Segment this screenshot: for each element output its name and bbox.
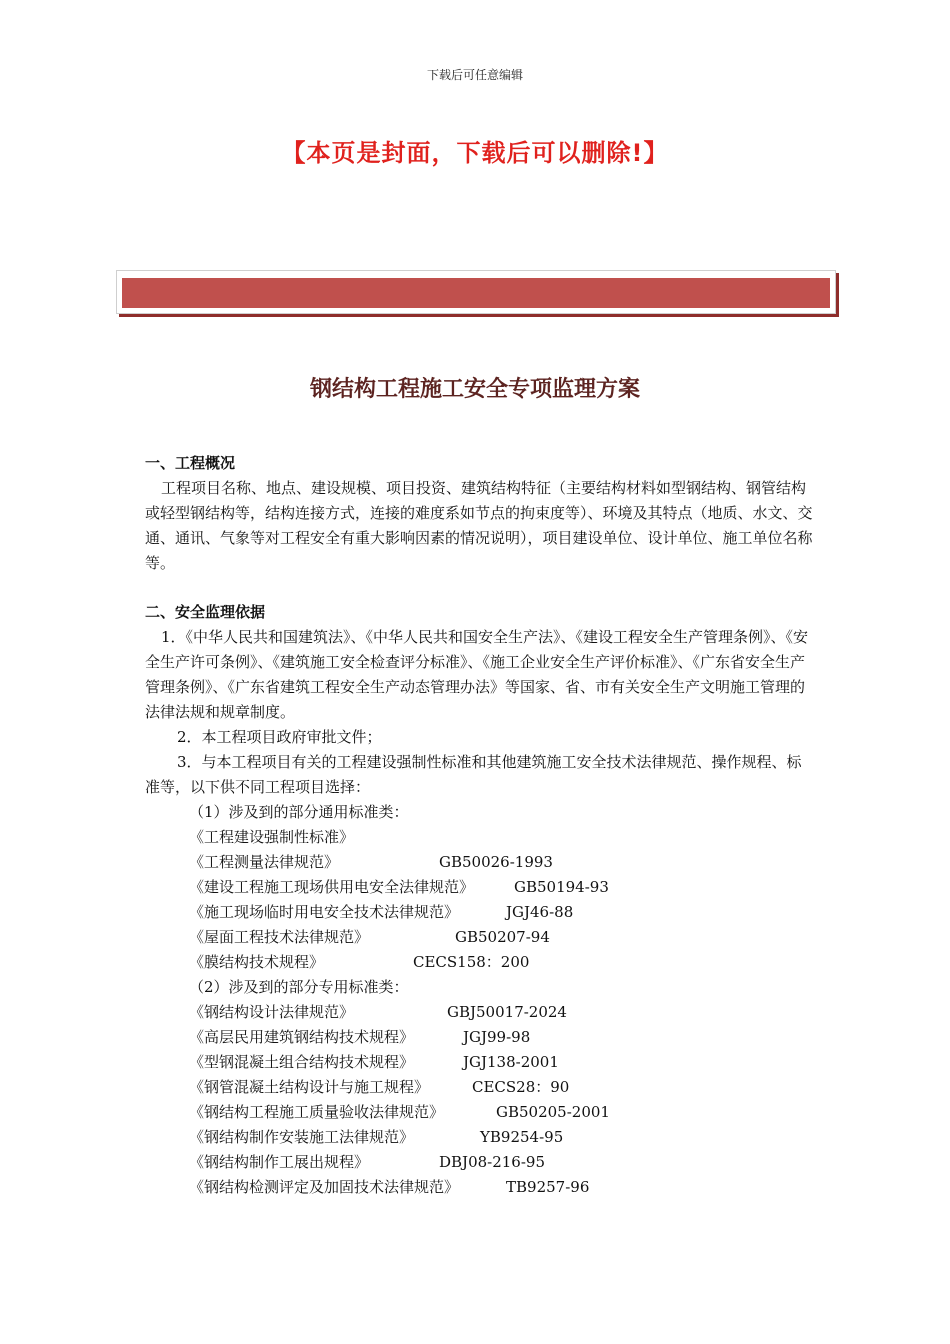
standard-code: GB50205-2001 [496, 1103, 610, 1121]
standard-row [145, 850, 815, 875]
standard-name: 《型钢混凝土组合结构技术规程》 [189, 1053, 415, 1071]
standard-code: DBJ08-216-95 [439, 1153, 546, 1171]
standard-name: 《建设工程施工现场供用电安全法律规范》 [189, 878, 475, 896]
banner-fill [122, 278, 830, 308]
header-note: 下载后可任意编辑 [426, 68, 523, 82]
standard-name: 《施工现场临时用电安全技术法律规范》 [189, 903, 460, 921]
standard-name: 《膜结构技术规程》 [189, 953, 325, 971]
decorative-banner [116, 270, 836, 314]
standard-name: 《钢结构制作工展出规程》 [189, 1153, 370, 1171]
standard-row [145, 1050, 815, 1075]
standard-row [145, 1100, 815, 1125]
standard-code: CECS158：200 [413, 953, 530, 971]
standard-name: 《工程测量法律规范》 [189, 853, 340, 871]
standard-name: 《钢管混凝土结构设计与施工规程》 [189, 1078, 430, 1096]
standard-code: CECS28：90 [472, 1078, 570, 1096]
standard-code: GB50207-94 [455, 928, 550, 946]
section-heading-overview: 一、工程概况 [145, 454, 236, 472]
standard-name: 《钢结构检测评定及加固技术法律规范》 [189, 1178, 460, 1196]
standard-row [145, 1025, 815, 1050]
standard-code: JGJ46-88 [506, 903, 574, 921]
basis-item-2: 2．本工程项目政府审批文件； [177, 728, 382, 746]
document-body [145, 451, 815, 1200]
standard-row [145, 1125, 815, 1150]
standard-name: 《高层民用建筑钢结构技术规程》 [189, 1028, 415, 1046]
standard-code: GBJ50017-2024 [447, 1003, 567, 1021]
section-heading-basis: 二、安全监理依据 [145, 603, 266, 621]
standard-code: JGJ99-98 [463, 1028, 531, 1046]
standard-row [145, 1000, 815, 1025]
standard-row [145, 825, 815, 850]
standard-name: 《钢结构工程施工质量验收法律规范》 [189, 1103, 445, 1121]
overview-paragraph: 工程项目名称、地点、建设规模、项目投资、建筑结构特征（主要结构材料如型钢结构、钢管结构或轻型钢结构等，结构连接方式，连接的难度系如节点的拘束度等）、环境及其特点（地质、水文、交通、通讯、气象等对工程安全有重大影响因素的情况说明），项目建设单位、设计单位、施工单位名称等。 [145, 479, 813, 572]
basis-item-3: 3．与本工程项目有关的工程建设强制性标准和其他建筑施工安全技术法律规范、操作规程、标准等，以下供不同工程项目选择： [145, 753, 802, 796]
standard-code: GB50026-1993 [439, 853, 553, 871]
section-gap [145, 576, 815, 600]
cover-notice: 【本页是封面，下载后可以删除!】 [281, 139, 669, 167]
standard-code: YB9254-95 [480, 1128, 564, 1146]
standard-row [145, 875, 815, 900]
standard-row [145, 900, 815, 925]
standard-name: 《屋面工程技术法律规范》 [189, 928, 370, 946]
standard-row [145, 1075, 815, 1100]
standard-name: 《钢结构制作安装施工法律规范》 [189, 1128, 415, 1146]
special-standards-label: （2）涉及到的部分专用标准类： [189, 978, 409, 996]
standard-row [145, 1175, 815, 1200]
document-title: 钢结构工程施工安全专项监理方案 [309, 377, 640, 402]
basis-item-1: 1．《中华人民共和国建筑法》、《中华人民共和国安全生产法》、《建设工程安全生产管理条例》、《安全生产许可条例》、《建筑施工安全检查评分标准》、《施工企业安全生产评价标准》、《广东省安全生产管理条例》、《广东省建筑工程安全生产动态管理办法》等国家、省、市有关安全生产文明施工管理的法律法规和规章制度。 [145, 628, 809, 721]
standard-code: TB9257-96 [506, 1178, 590, 1196]
standard-row [145, 1150, 815, 1175]
standard-row [145, 950, 815, 975]
standard-code: JGJ138-2001 [463, 1053, 559, 1071]
general-standards-label: （1）涉及到的部分通用标准类： [189, 803, 409, 821]
standard-code: GB50194-93 [514, 878, 609, 896]
standard-name: 《钢结构设计法律规范》 [189, 1003, 355, 1021]
standard-row [145, 925, 815, 950]
standard-name: 《工程建设强制性标准》 [189, 828, 355, 846]
